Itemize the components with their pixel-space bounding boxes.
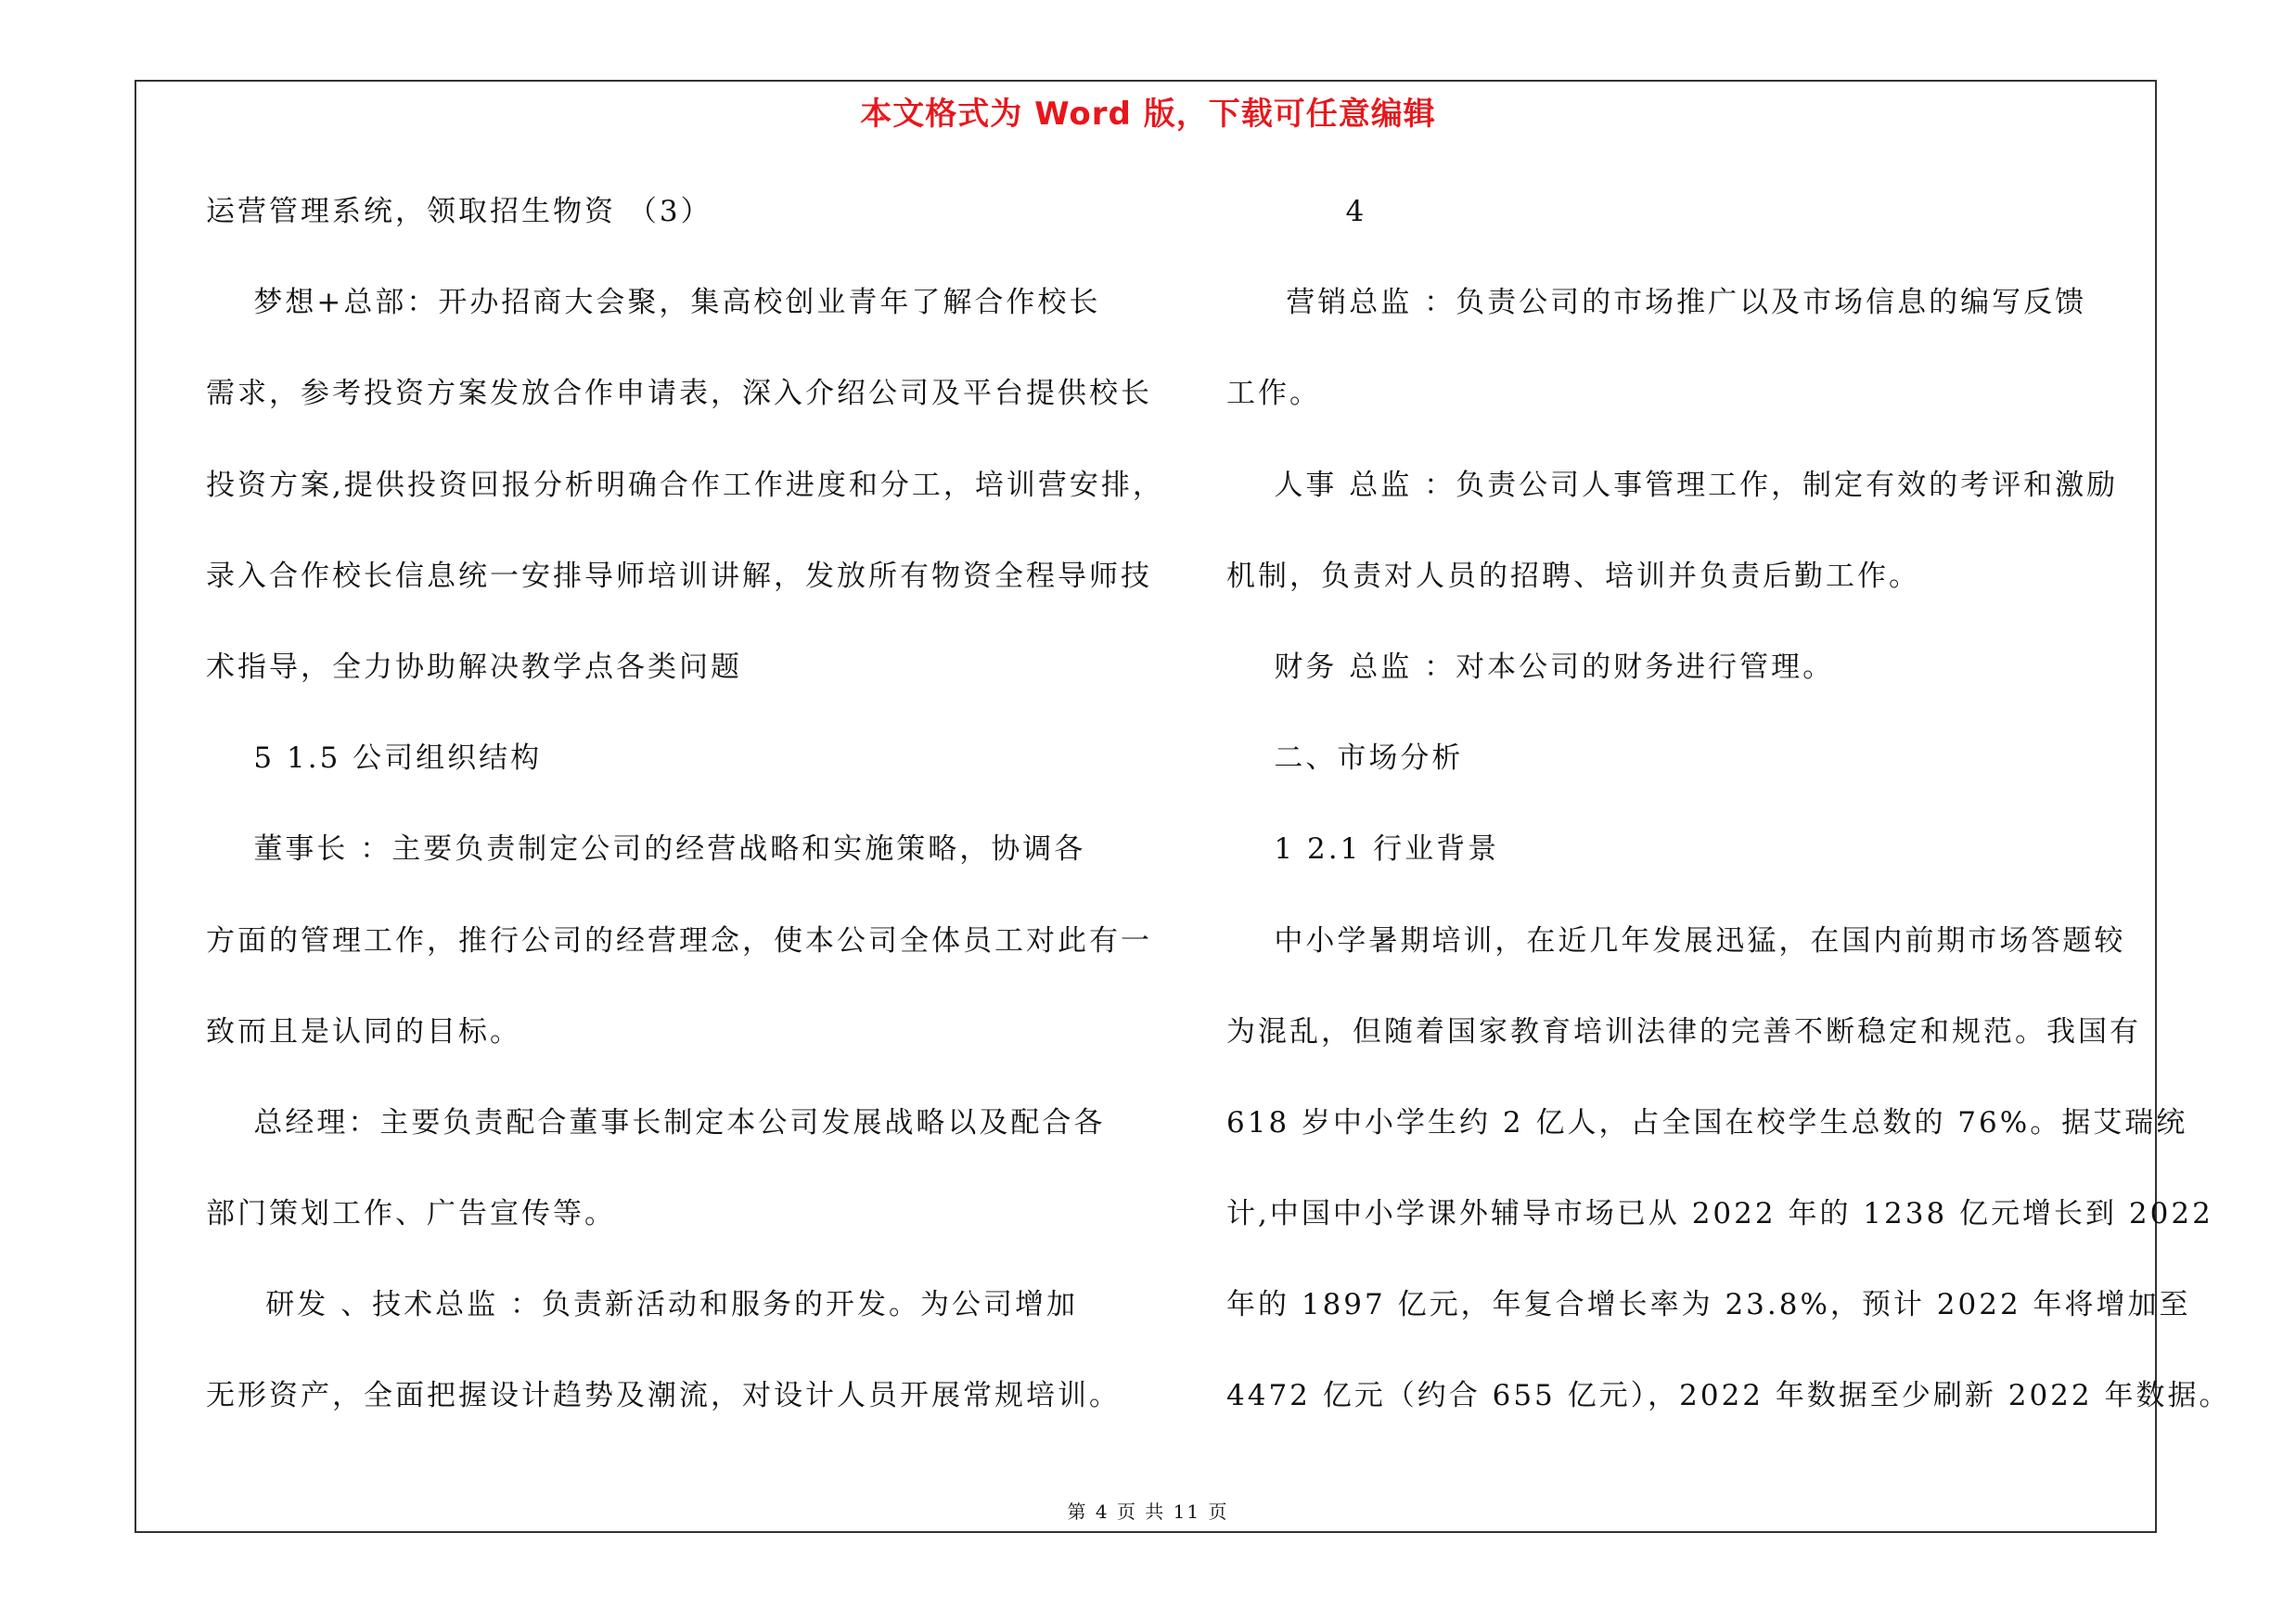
- text-line: 致而且是认同的目标。: [206, 1014, 521, 1049]
- text-line: 部门策划工作、广告宣传等。: [206, 1197, 616, 1231]
- text-line: 财务 总监 ：对本公司的财务进行管理。: [1226, 650, 1835, 684]
- left-column: [206, 183, 1164, 1459]
- text-line: 术指导，全力协助解决教学点各类问题: [206, 650, 742, 684]
- text-line: 研发 、技术总监 ：负责新活动和服务的开发。为公司增加: [206, 1288, 1078, 1322]
- text-line: 618 岁中小学生约 2 亿人，占全国在校学生总数的 76%。据艾瑞统: [1226, 1105, 2188, 1140]
- text-line: 录入合作校长信息统一安排导师培训讲解，发放所有物资全程导师技: [206, 559, 1152, 593]
- text-line: 计,中国中小学课外辅导市场已从 2022 年的 1238 亿元增长到 2022: [1226, 1197, 2213, 1231]
- subsection-heading: 1 2.1 行业背景: [1226, 832, 1500, 867]
- text-line: 机制，负责对人员的招聘、培训并负责后勤工作。: [1226, 559, 1920, 593]
- text-line: 人事 总监 ：负责公司人事管理工作，制定有效的考评和激励: [1226, 468, 2119, 502]
- text-line: 中小学暑期培训，在近几年发展迅猛，在国内前期市场答题较: [1226, 923, 2126, 958]
- text-line: 需求，参考投资方案发放合作申请表，深入介绍公司及平台提供校长: [206, 377, 1152, 411]
- text-line: 无形资产，全面把握设计趋势及潮流，对设计人员开展常规培训。: [206, 1379, 1121, 1413]
- text-line: 营销总监 ：负责公司的市场推广以及市场信息的编写反馈: [1226, 286, 2087, 320]
- text-line: 为混乱，但随着国家教育培训法律的完善不断稳定和规范。我国有: [1226, 1014, 2141, 1049]
- text-line: 4472 亿元（约合 655 亿元），2022 年数据至少刷新 2022 年数据。: [1226, 1379, 2231, 1413]
- section-number: 4: [1226, 195, 1367, 228]
- text-line: 总经理：主要负责配合董事长制定本公司发展战略以及配合各: [206, 1105, 1106, 1140]
- section-heading: 5 1.5 公司组织结构: [206, 741, 543, 776]
- text-line: 年的 1897 亿元，年复合增长率为 23.8%，预计 2022 年将增加至: [1226, 1288, 2191, 1322]
- right-column: [1226, 183, 2231, 1459]
- section-heading: 二、市场分析: [1226, 741, 1464, 776]
- text-line: 投资方案,提供投资回报分析明确合作工作进度和分工，培训营安排，: [206, 468, 1164, 502]
- word-format-banner: 本文格式为 Word 版，下载可任意编辑: [860, 96, 1436, 133]
- text-line: 梦想+总部：开办招商大会聚，集高校创业青年了解合作校长: [206, 286, 1101, 320]
- text-line: 方面的管理工作，推行公司的经营理念，使本公司全体员工对此有一: [206, 923, 1152, 958]
- text-line: 工作。: [1226, 377, 1321, 411]
- text-line: 董事长 ：主要负责制定公司的经营战略和实施策略，协调各: [206, 832, 1086, 867]
- text-line: 运营管理系统，领取招生物资 （3）: [206, 195, 712, 228]
- page-number-footer: 第 4 页 共 11 页: [1067, 1501, 1229, 1523]
